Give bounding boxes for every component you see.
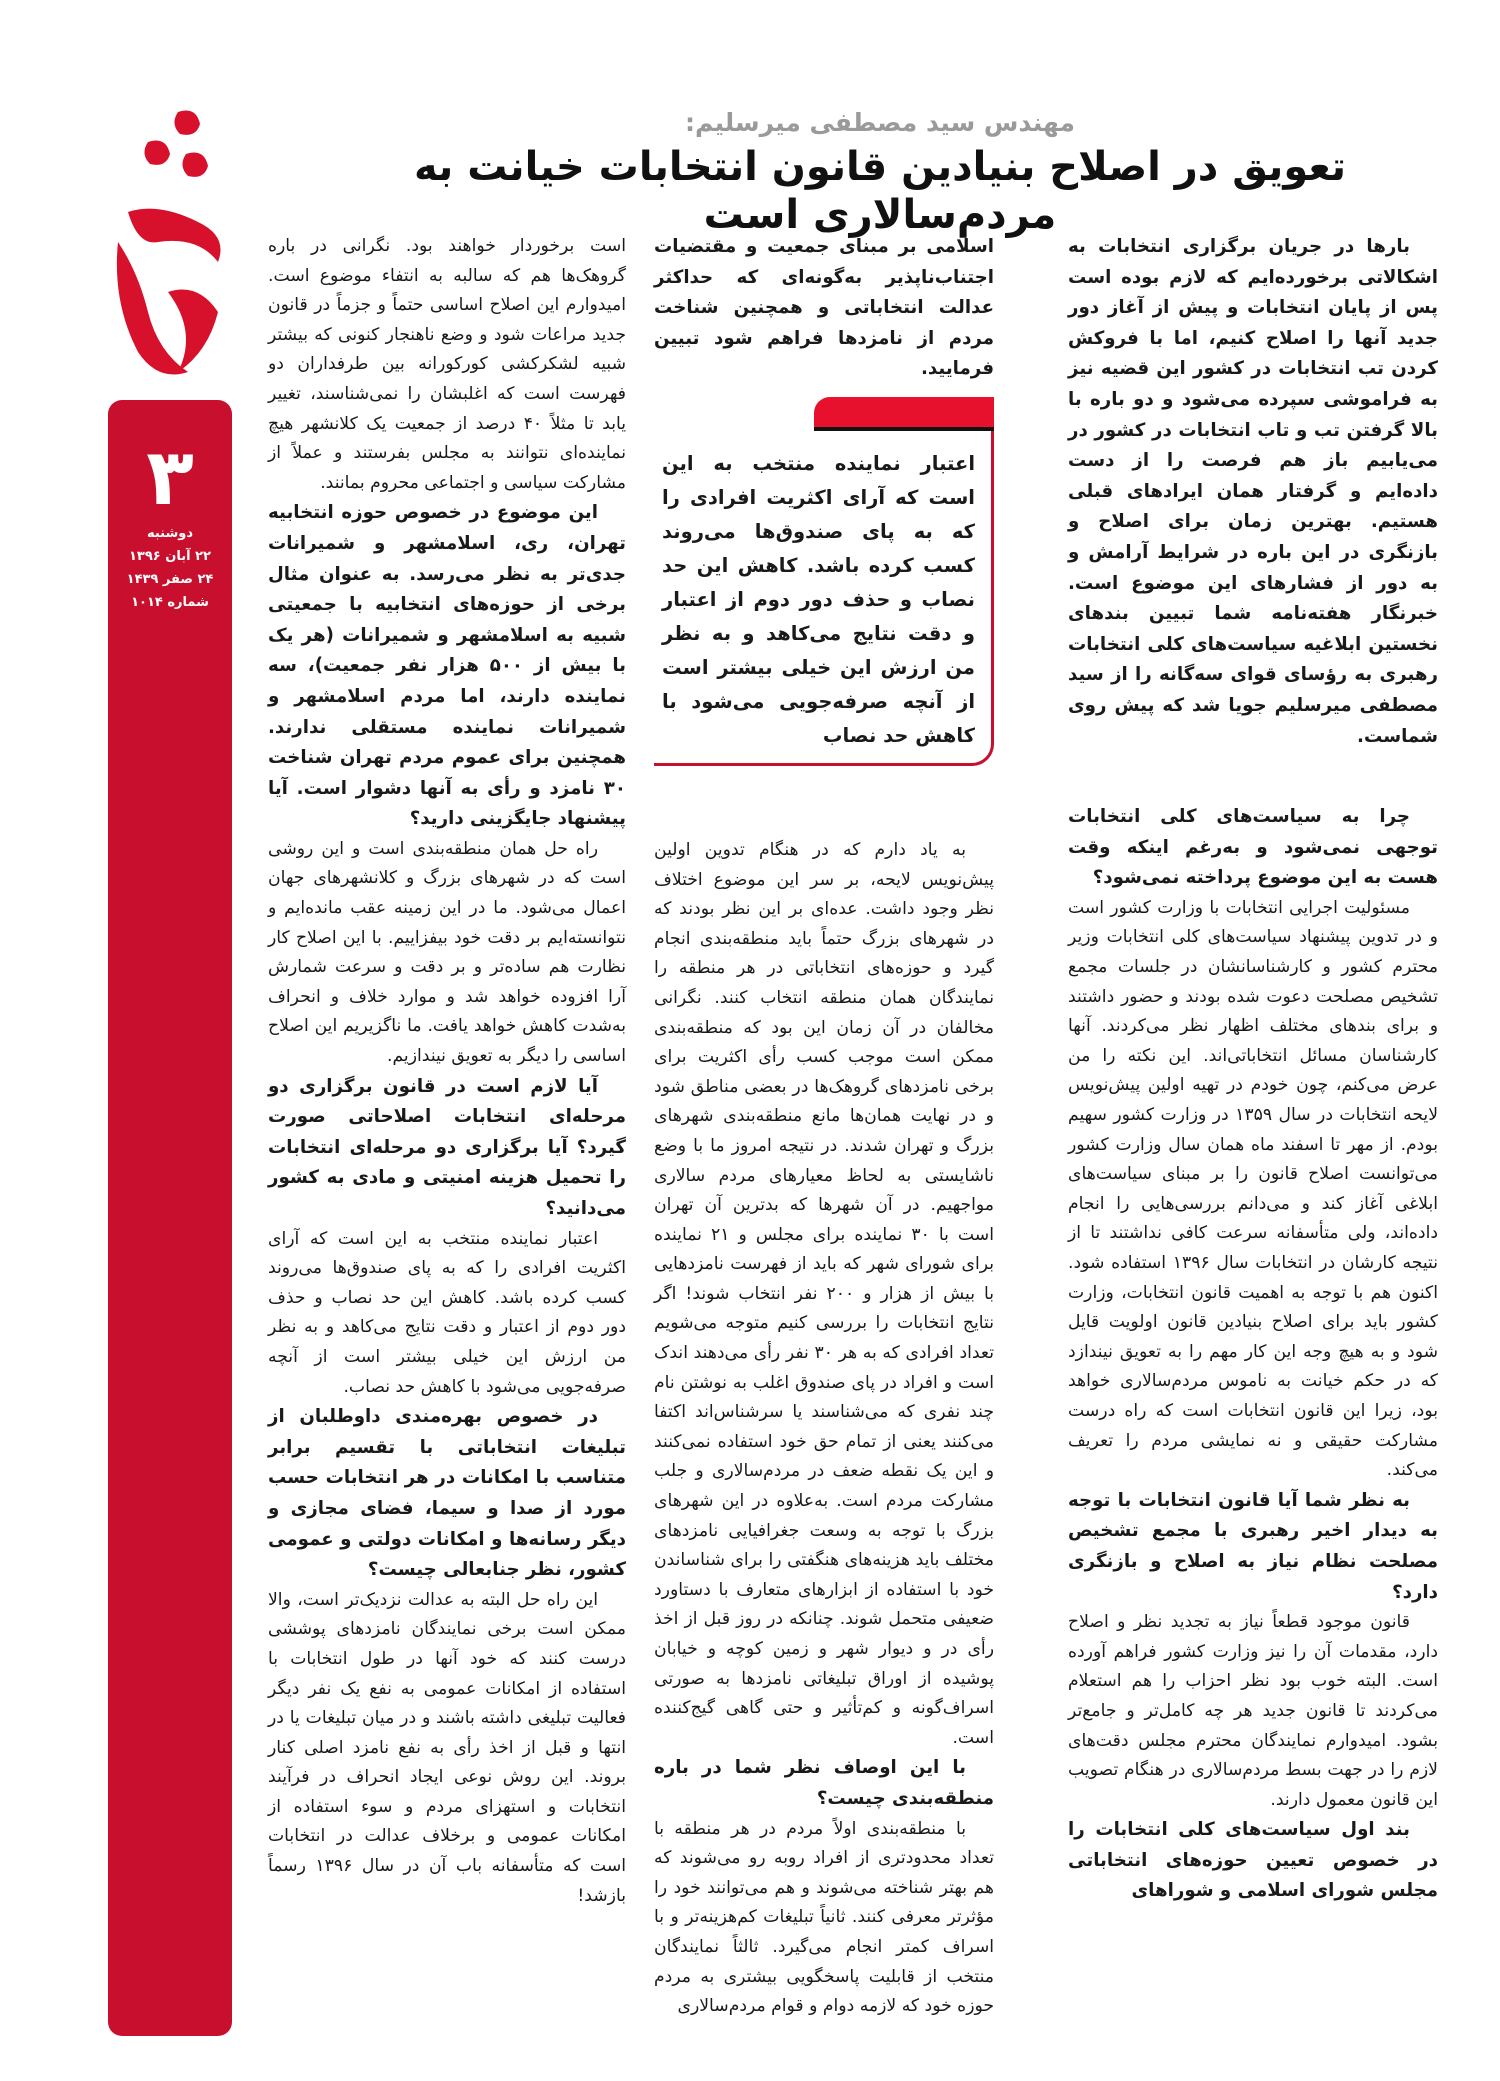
issue-number: شماره ۱۰۱۴ bbox=[131, 594, 209, 610]
pull-quote-accent-bar bbox=[814, 397, 994, 431]
pull-quote-text: اعتبار نماینده منتخب به این است که آرای اکثریت افرادی را که به پای صندوق‌ها می‌روند کسب کرده باشد. کاهش این حد نصاب و حذف دور دوم از اعتبار و دقت نتایج می‌کاهد و به نظر من ارزش این خیلی بیشتر است از آنچه صرفه‌جویی می‌شود با کاهش حد نصاب bbox=[662, 451, 975, 747]
interview-question: به نظر شما آیا قانون انتخابات با توجه به دیدار اخیر رهبری با مجمع تشخیص مصلحت نظام نیاز به اصلاح و بازنگری دارد؟ bbox=[1068, 1489, 1438, 1603]
interview-question: آیا لازم است در قانون برگزاری دو مرحله‌ای انتخابات اصلاحاتی صورت گیرد؟ آیا برگزاری دو مرحله‌ای انتخابات را تحمیل هزینه امنیتی و مادی به کشور می‌دانید؟ bbox=[268, 1075, 626, 1219]
lead-paragraph: بارها در جریان برگزاری انتخابات به اشکالاتی برخورده‌ایم که لازم بوده است پس از پایان انتخابات و پیش از آغاز دور جدید آنها را اصلاح کنیم، اما با فروکش کردن تب انتخابات در کشور این قضیه نیز به فراموشی سپرده می‌شود و دو باره با بالا گرفتن تب و تاب انتخابات در کشور در می‌یابیم باز هم فرصت را از دست داده‌ایم و گرفتار همان ایرادهای قبلی هستیم. بهترین زمان برای اصلاح و بازنگری در این باره در شرایط آرامش و به دور از فشارهای این موضوع است. خبرنگار هفته‌نامه شما تبیین بندهای نخستین ابلاغیه سیاست‌های کلی انتخابات رهبری به رؤسای قوای سه‌گانه را از سید مصطفی میرسلیم جویا شد که پیش روی شماست. bbox=[1068, 236, 1438, 747]
spacer bbox=[654, 796, 994, 836]
interview-answer: این راه حل البته به عدالت نزدیک‌تر است، والا ممکن است برخی نمایندگان نامزدهای پوششی درست کنند که خود آنها در طول انتخابات با استفاده از امکانات عمومی به نفع یک نفر دیگر فعالیت تبلیغی داشته باشند و در میان تبلیغات یا در انتها و قبل از اخذ رأی به نفع نامزد اصلی کنار بروند. این روش نوعی ایجاد انحراف در فرآیند انتخابات و استهزای مردم و سوء استفاده از امکانات عمومی و برخلاف عدالت در انتخابات است که متأسفانه باب آن در سال ۱۳۹۶ رسماً بازشد! bbox=[268, 1589, 626, 1906]
weekday: دوشنبه bbox=[146, 525, 194, 541]
shoma-logo bbox=[108, 92, 232, 392]
interview-question: در خصوص بهره‌مندی داوطلبان از تبلیغات انتخاباتی با تقسیم برابر متناسب با امکانات در هر انتخابات حسب مورد از صدا و سیما، فضای مجازی و دیگر رسانه‌ها و امکانات دولتی و عمومی کشور، نظر جنابعالی چیست؟ bbox=[268, 1406, 626, 1581]
kicker: مهندس سید مصطفی میرسلیم: bbox=[684, 108, 1076, 137]
interview-question: چرا به سیاست‌های کلی انتخابات توجهی نمی‌شود و به‌رغم اینکه وقت هست به این موضوع پرداخته نمی‌شود؟ bbox=[1068, 806, 1438, 889]
interview-question: این موضوع در خصوص حوزه انتخابیه تهران، ری، اسلامشهر و شمیرانات جدی‌تر به نظر می‌رسد. به عنوان مثال برخی از حوزه‌های انتخابیه با جمعیتی شبیه به اسلامشهر و شمیرانات (هر یک با بیش از ۵۰۰ هزار نفر جمعیت)، سه نماینده دارند، اما مردم اسلامشهر و شمیرانات نماینده مستقلی ندارند. همچنین برای عموم مردم تهران شناخت ۳۰ نامزد و رأی به آنها دشوار است. آیا پیشنهاد جایگزینی دارید؟ bbox=[268, 502, 626, 830]
masthead-sidebar bbox=[108, 92, 232, 2036]
interview-question: بند اول سیاست‌های کلی انتخابات را در خصوص تعیین حوزه‌های انتخاباتی مجلس شورای اسلامی و شوراهای bbox=[1068, 1819, 1438, 1902]
column-left bbox=[268, 232, 626, 1911]
date-solar: ۲۲ آبان ۱۳۹۶ bbox=[129, 548, 211, 564]
date-lunar: ۲۴ صفر ۱۴۳۹ bbox=[126, 571, 214, 587]
page-info-box bbox=[108, 400, 232, 2036]
column-right bbox=[1068, 232, 1438, 1907]
interview-question-continued: اسلامی بر مبنای جمعیت و مقتضیات اجتناب‌ناپذیر به‌گونه‌ای که حداکثر عدالت انتخاباتی و همچنین شناخت مردم از نامزدها فراهم شود تبیین فرمایید. bbox=[654, 236, 994, 380]
column-middle bbox=[654, 232, 994, 2022]
interview-answer: به یاد دارم که در هنگام تدوین اولین پیش‌نویس لایحه، بر سر این موضوع اختلاف نظر وجود داشت. عده‌ای بر این نظر بودند که در شهرهای بزرگ حتماً باید منطقه‌بندی انجام گیرد و حوزه‌های انتخاباتی در هر منطقه را نمایندگان همان منطقه انتخاب کنند. نگرانی مخالفان در آن زمان این بود که منطقه‌بندی ممکن است موجب کسب رأی اکثریت برای برخی نامزدهای گروهک‌ها در بعضی مناطق شود و در نهایت همان‌ها مانع منطقه‌بندی شهرهای بزرگ و تهران شدند. در نتیجه امروز ما با وضع ناشایستی به لحاظ معیارهای مردم سالاری مواجهیم. در آن شهرها که بدترین آن تهران است با ۳۰ نماینده برای مجلس و ۲۱ نماینده برای شورای شهر که باید از فهرست نامزدهایی با بیش از هزار و ۲۰۰ نفر انتخاب شوند! اگر نتایج انتخابات را بررسی کنیم متوجه می‌شویم تعداد افرادی که به هر ۳۰ نفر رأی می‌دهند اندک است و افراد در پای صندوق اغلب به نوشتن نام چند نفری که می‌شناسند یا سرشناس‌اند اکتفا می‌کنند یعنی از تمام حق خود استفاده نمی‌کنند و این یک نقطه ضعف در مردم‌سالاری و جلب مشارکت مردم است. به‌علاوه در این شهرهای بزرگ با توجه به وسعت جغرافیایی نامزدهای مختلف باید هزینه‌های هنگفتی را برای شناساندن خود با استفاده از ابزارهای متعارف با دستاورد ضعیفی متحمل شوند. چنانکه در روز قبل از اخذ رأی در و دیوار شهر و زمین کوچه و خیابان پوشیده از اوراق تبلیغاتی نامزدها به صورتی اسراف‌گونه و کم‌تأثیر و حتی گاهی گیج‌کننده است. bbox=[654, 839, 994, 1748]
logo-calligraphy-icon bbox=[108, 92, 232, 392]
interview-question: با این اوصاف نظر شما در باره منطقه‌بندی چیست؟ bbox=[654, 1757, 994, 1809]
page-number: ۳ bbox=[146, 433, 194, 523]
interview-answer: با منطقه‌بندی اولاً مردم در هر منطقه با تعداد محدودتری از افراد روبه رو می‌شوند که هم بهتر شناخته می‌شوند و هم می‌توانند خود را مؤثرتر معرفی کنند. ثانیاً تبلیغات کم‌هزینه‌تر و با اسراف کمتر انجام می‌گیرد. ثالثاً نمایندگان منتخب از قابلیت پاسخگویی بیشتری به مردم حوزه خود که لازمه دوام و قوام مردم‌سالاری bbox=[654, 1818, 994, 2017]
spacer bbox=[1068, 752, 1438, 802]
pull-quote bbox=[654, 411, 994, 766]
headline: تعویق در اصلاح بنیادین قانون انتخابات خیانت به مردم‌سالاری است bbox=[414, 144, 1346, 238]
interview-answer: قانون موجود قطعاً نیاز به تجدید نظر و اصلاح دارد، مقدمات آن را نیز وزارت کشور فراهم آورده است. البته خوب بود نظر احزاب را هم استعلام می‌کردند تا قانون جدید هر چه کامل‌تر و جامع‌تر بشود. امیدوارم نمایندگان محترم مجلس دقت‌های لازم را در جهت بسط مردم‌سالاری در هنگام تصویب این قانون معمول دارند. bbox=[1068, 1612, 1438, 1810]
interview-answer-continued: است برخوردار خواهند بود. نگرانی در باره گروهک‌ها هم که سالبه به انتفاء موضوع است. امیدوارم این اصلاح اساسی حتماً و جزماً در قانون جدید مراعات شود و وضع ناهنجار کنونی که بیشتر شبیه لشکرکشی کورکورانه بین طرفداران دو فهرست است که اغلبشان را نمی‌شناسند، تغییر یابد تا مثلاً ۴۰ درصد از جمعیت یک کلانشهر هیچ نماینده‌ای نتوانند به مجلس بفرستند و عملاً از مشارکت سیاسی و اجتماعی محروم بمانند. bbox=[268, 236, 626, 493]
interview-answer: مسئولیت اجرایی انتخابات با وزارت کشور است و در تدوین پیشنهاد سیاست‌های کلی انتخابات وزیر محترم کشور و کارشناسانشان در جلسات مجمع تشخیص مصلحت دعوت شده بودند و حضور داشتند و برای بندهای مختلف اظهار نظر می‌کردند. آنها کارشناسان مسائل انتخاباتی‌اند. این نکته را من عرض می‌کنم، چون خودم در تهیه اولین پیش‌نویس لایحه انتخابات در سال ۱۳۵۹ در وزارت کشور سهیم بودم. از مهر تا اسفند ماه همان سال وزارت کشور می‌توانست اصلاح قانون را بر مبنای سیاست‌های ابلاغی آغاز کند و می‌دانم بررسی‌هایی را انجام داده‌اند، ولی متأسفانه سرعت کافی نداشتند تا از نتیجه کارشان در انتخابات سال ۱۳۹۶ استفاده شود. اکنون هم با توجه به اهمیت قانون انتخابات، وزارت کشور باید برای اصلاح بنیادین قانون اولویت قایل شود و به هیچ وجه این کار مهم را به تعویق نیندازد که در حکم خیانت به ناموس مردم‌سالاری خواهد بود، زیرا این قانون انتخابات است که راه درست مشارکت حقیقی و نه نمایشی مردم را تعریف می‌کند. bbox=[1068, 897, 1439, 1481]
interview-answer: راه حل همان منطقه‌بندی است و این روشی است که در شهرهای بزرگ و کلانشهرهای جهان اعمال می‌شود. ما در این زمینه عقب مانده‌ایم و نتوانسته‌ایم بر دقت خود بیفزاییم. با این اصلاح کار نظارت هم ساده‌تر و بر دقت و سرعت شمارش آرا افزوده خواهد شد و موارد خلاف و انحراف به‌شدت کاهش خواهد یافت. ما ناگزیریم این اصلاح اساسی را دیگر به تعویق نیندازیم. bbox=[268, 838, 626, 1067]
article-header bbox=[300, 108, 1460, 239]
interview-answer: اعتبار نماینده منتخب به این است که آرای اکثریت افرادی را که به پای صندوق‌ها می‌روند کسب کرده باشد. کاهش این حد نصاب و حذف دور دوم از اعتبار و دقت نتایج می‌کاهد و به نظر من ارزش این خیلی بیشتر است از آنچه صرفه‌جویی می‌شود با کاهش حد نصاب. bbox=[268, 1228, 626, 1397]
